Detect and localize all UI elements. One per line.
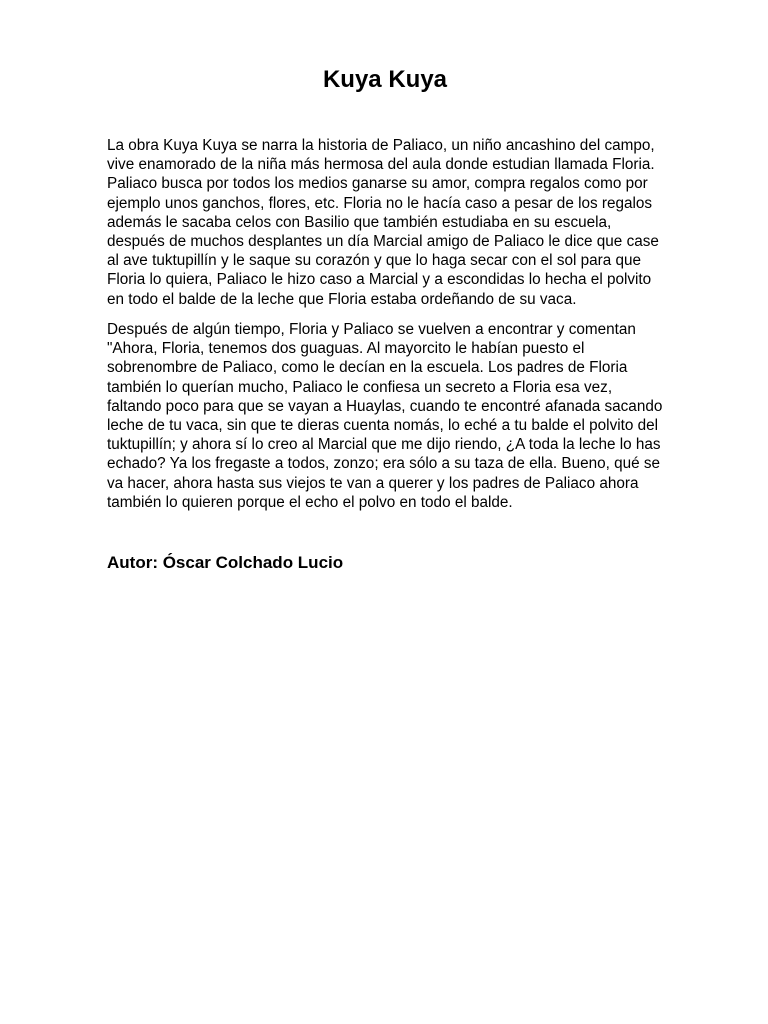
author-line: Autor: Óscar Colchado Lucio	[107, 553, 344, 572]
paragraph-2: Después de algún tiempo, Floria y Paliaco se vuelven a encontrar y comentan "Ahora, Floria, tenemos dos guaguas. Al mayorcito le habían puesto el sobrenombre de Paliaco, como le decían en la escuela. Los padres de Floria también lo querían mucho, Paliaco le confiesa un secreto a Floria esa vez, faltando poco para que se vayan a Huaylas, cuando te encontré afanada sacando leche de tu vaca, sin que te dieras cuenta nomás, lo eché a tu balde el polvito del tuktupillín; y ahora sí lo creo al Marcial que me dijo riendo, ¿A toda la leche lo has echado? Ya los fregaste a todos, zonzo; era sólo a su taza de ella. Bueno, qué se va hacer, ahora hasta sus viejos te van a querer y los padres de Paliaco ahora también lo quieren porque el echo el polvo en todo el balde.	[107, 321, 663, 511]
paragraph-1: La obra Kuya Kuya se narra la historia de Paliaco, un niño ancashino del campo, vive enamorado de la niña más hermosa del aula donde estudian llamada Floria. Paliaco busca por todos los medios ganarse su amor, compra regalos como por ejemplo unos ganchos, flores, etc. Floria no le hacía caso a pesar de los regalos además le sacaba celos con Basilio que también estudiaba en su escuela, después de muchos desplantes un día Marcial amigo de Paliaco le dice que case al ave tuktupillín y le saque su corazón y que lo haga secar con el sol para que Floria lo quiera, Paliaco le hizo caso a Marcial y a escondidas lo hecha el polvito en todo el balde de la leche que Floria estaba ordeñando de su vaca.	[107, 137, 659, 308]
document-title: Kuya Kuya	[322, 66, 448, 93]
